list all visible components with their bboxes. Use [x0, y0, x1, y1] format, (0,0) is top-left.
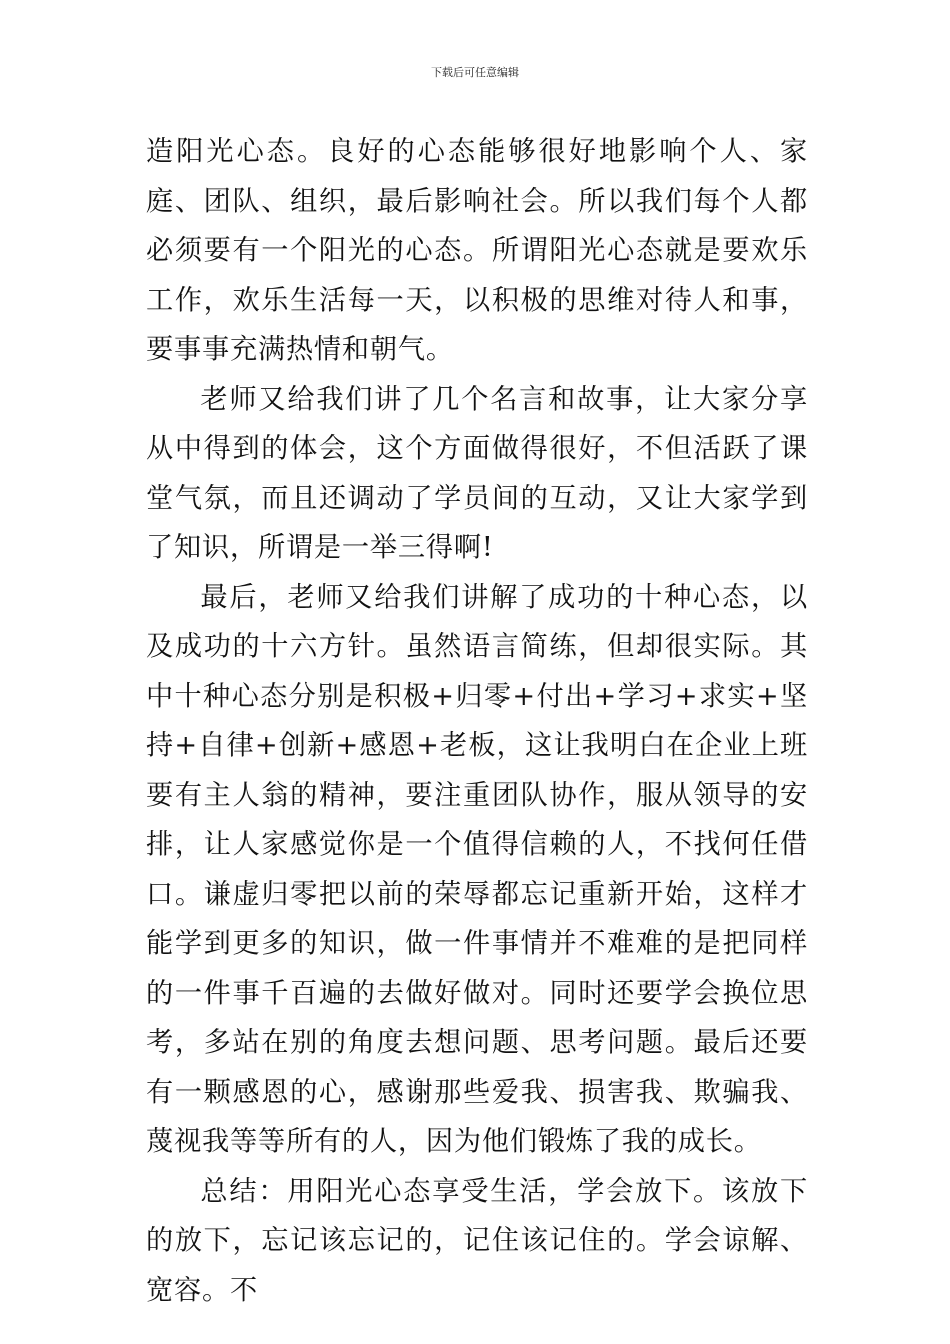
paragraph-summary: 总结：用阳光心态享受生活，学会放下。该放下的放下，忘记该忘记的，记住该记住的。学会谅解、宽容。不 [146, 1175, 808, 1306]
paragraph-continued: 造阳光心态。良好的心态能够很好地影响个人、家庭、团队、组织，最后影响社会。所以我们每个人都必须要有一个阳光的心态。所谓阳光心态就是要欢乐工作，欢乐生活每一天，以积极的思维对待人和事，要事事充满热情和朝气。 [146, 136, 808, 365]
paragraph-ten-mindsets: 最后，老师又给我们讲解了成功的十种心态，以及成功的十六方针。虽然语言简练，但却很实际。其中十种心态分别是积极+归零+付出+学习+求实+坚持+自律+创新+感恩+老板，这让我明白在企业上班要有主人翁的精神，要注重团队协作，服从领导的安排，让人家感觉你是一个值得信赖的人，不找何任借口。谦虚归零把以前的荣辱都忘记重新开始，这样才能学到更多的知识，做一件事情并不难难的是把同样的一件事千百遍的去做好做对。同时还要学会换位思考，多站在别的角度去想问题、思考问题。最后还要有一颗感恩的心，感谢那些爱我、损害我、欺骗我、蔑视我等等所有的人，因为他们锻炼了我的成长。 [146, 581, 808, 1157]
document-body [146, 127, 808, 1315]
paragraph-teacher-stories: 老师又给我们讲了几个名言和故事，让大家分享从中得到的体会，这个方面做得很好，不但活跃了课堂气氛，而且还调动了学员间的互动，又让大家学到了知识，所谓是一举三得啊! [146, 383, 808, 563]
page-header-note: 下载后可任意编辑 [431, 66, 519, 79]
